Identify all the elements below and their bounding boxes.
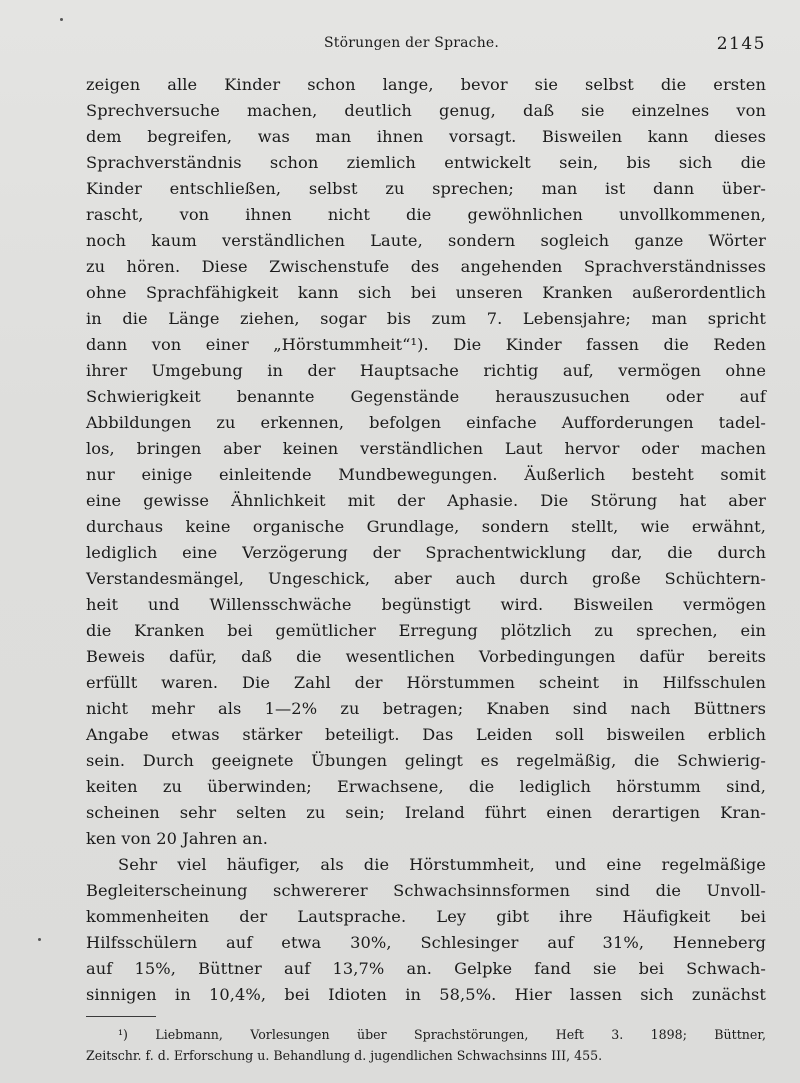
text-line: Angabe etwas stärker beteiligt. Das Leiden soll bisweilen erblich — [86, 725, 766, 744]
text-line: Schwierigkeit benannte Gegenstände herauszusuchen oder auf — [86, 387, 766, 406]
footnote-divider — [86, 1016, 156, 1017]
text-line: sinnigen in 10,4%, bei Idioten in 58,5%. Hier lassen sich zunächst — [86, 985, 766, 1004]
text-line: auf 15%, Büttner auf 13,7% an. Gelpke fand sie bei Schwach- — [86, 959, 766, 978]
text-line: Kinder entschließen, selbst zu sprechen; man ist dann über- — [86, 179, 766, 198]
paragraph-start-line: Sehr viel häufiger, als die Hörstummheit, und eine regelmäßige — [118, 855, 766, 874]
text-line: ohne Sprachfähigkeit kann sich bei unseren Kranken außerordentlich — [86, 283, 766, 302]
running-title: Störungen der Sprache. — [324, 35, 500, 51]
text-line: los, bringen aber keinen verständlichen Laut hervor oder machen — [86, 439, 766, 458]
text-line: durchaus keine organische Grundlage, sondern stellt, wie erwähnt, — [86, 517, 766, 536]
print-speck — [60, 18, 63, 21]
text-line: rascht, von ihnen nicht die gewöhnlichen unvollkommenen, — [86, 205, 766, 224]
text-line: kommenheiten der Lautsprache. Ley gibt ihre Häufigkeit bei — [86, 907, 766, 926]
text-line: nicht mehr als 1—2% zu betragen; Knaben sind nach Büttners — [86, 699, 766, 718]
text-line: Verstandesmängel, Ungeschick, aber auch durch große Schüchtern- — [86, 569, 766, 588]
text-line: ken von 20 Jahren an. — [86, 829, 268, 848]
text-line: Begleiterscheinung schwererer Schwachsinnsformen sind die Unvoll- — [86, 881, 766, 900]
text-line: scheinen sehr selten zu sein; Ireland führt einen derartigen Kran- — [86, 803, 766, 822]
text-line: zu hören. Diese Zwischenstufe des angehenden Sprachverständnisses — [86, 257, 766, 276]
text-line: keiten zu überwinden; Erwachsene, die lediglich hörstumm sind, — [86, 777, 766, 796]
text-line: nur einige einleitende Mundbewegungen. Äußerlich besteht somit — [86, 465, 766, 484]
text-line: Abbildungen zu erkennen, befolgen einfache Aufforderungen tadel- — [86, 413, 766, 432]
text-line: Sprechversuche machen, deutlich genug, daß sie einzelnes von — [86, 101, 766, 120]
text-line: heit und Willensschwäche begünstigt wird. Bisweilen vermögen — [86, 595, 766, 614]
footnote — [86, 1024, 766, 1066]
page-number: 2145 — [716, 34, 766, 54]
text-line: ihrer Umgebung in der Hauptsache richtig auf, vermögen ohne — [86, 361, 766, 380]
text-line: lediglich eine Verzögerung der Sprachentwicklung dar, die durch — [86, 543, 766, 562]
text-line: Hilfsschülern auf etwa 30%, Schlesinger auf 31%, Henneberg — [86, 933, 766, 952]
footnote-line: Zeitschr. f. d. Erforschung u. Behandlung d. jugendlichen Schwachsinns III, 455. — [86, 1048, 603, 1063]
text-line: sein. Durch geeignete Übungen gelingt es regelmäßig, die Schwierig- — [86, 751, 766, 770]
text-line: Sprachverständnis schon ziemlich entwickelt sein, bis sich die — [86, 153, 766, 172]
print-speck — [38, 938, 41, 941]
text-line: noch kaum verständlichen Laute, sondern sogleich ganze Wörter — [86, 231, 766, 250]
text-line: zeigen alle Kinder schon lange, bevor sie selbst die ersten — [86, 75, 766, 94]
text-line: dann von einer „Hörstummheit“¹). Die Kinder fassen die Reden — [86, 335, 766, 354]
footnote-line: ¹) Liebmann, Vorlesungen über Sprachstörungen, Heft 3. 1898; Büttner, — [118, 1027, 766, 1042]
text-line: dem begreifen, was man ihnen vorsagt. Bisweilen kann dieses — [86, 127, 766, 146]
text-line: die Kranken bei gemütlicher Erregung plötzlich zu sprechen, ein — [86, 621, 766, 640]
text-line: in die Länge ziehen, sogar bis zum 7. Lebensjahre; man spricht — [86, 309, 766, 328]
main-text — [86, 72, 766, 1008]
page-header — [86, 32, 766, 58]
text-line: eine gewisse Ähnlichkeit mit der Aphasie. Die Störung hat aber — [86, 491, 766, 510]
text-line: Beweis dafür, daß die wesentlichen Vorbedingungen dafür bereits — [86, 647, 766, 666]
text-line: erfüllt waren. Die Zahl der Hörstummen scheint in Hilfsschulen — [86, 673, 766, 692]
